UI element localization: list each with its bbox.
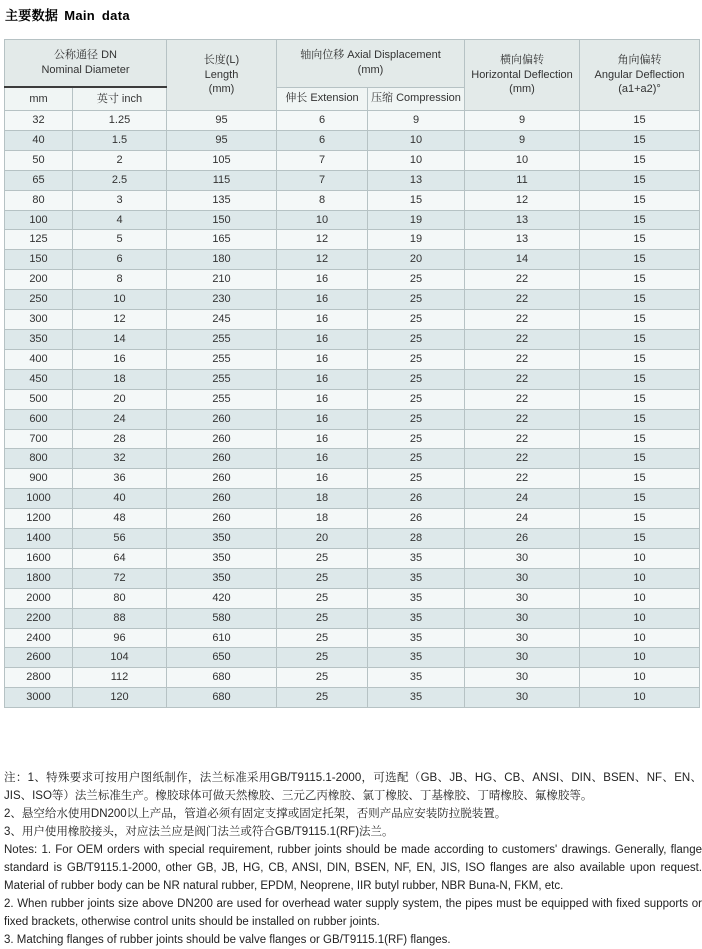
note-zh-1: 注：1、特殊要求可按用户图纸制作，法兰标准采用GB/T9115.1-2000，可选配（GB、JB、HG、CB、ANSI、DIN、BSEN、NF、EN、JIS、ISO等）法兰标准生产。橡胶球体可做天然橡胶、三元乙丙橡胶、氯丁橡胶、丁基橡胶、丁晴橡胶、氟橡胶等。 (4, 772, 702, 803)
table-cell: 1.5 (73, 130, 167, 150)
table-cell: 80 (5, 190, 73, 210)
table-cell: 13 (465, 230, 580, 250)
table-cell: 30 (465, 588, 580, 608)
table-cell: 350 (167, 529, 277, 549)
table-cell: 10 (73, 290, 167, 310)
table-row (5, 130, 700, 150)
table-cell: 300 (5, 310, 73, 330)
table-cell: 24 (465, 489, 580, 509)
table-cell: 350 (167, 568, 277, 588)
col-header-angular-deflection (580, 40, 700, 111)
table-cell: 15 (580, 130, 700, 150)
table-cell: 1000 (5, 489, 73, 509)
table-cell: 680 (167, 688, 277, 708)
table-cell: 7 (277, 150, 368, 170)
table-row (5, 150, 700, 170)
table-row (5, 588, 700, 608)
table-cell: 15 (580, 429, 700, 449)
main-data-table (4, 39, 700, 708)
table-cell: 2400 (5, 628, 73, 648)
col-header-mm: mm (5, 87, 73, 111)
table-cell: 18 (277, 509, 368, 529)
table-cell: 96 (73, 628, 167, 648)
table-cell: 10 (277, 210, 368, 230)
table-cell: 19 (368, 210, 465, 230)
table-cell: 180 (167, 250, 277, 270)
table-body (5, 111, 700, 708)
table-row (5, 349, 700, 369)
table-row (5, 469, 700, 489)
table-cell: 14 (73, 329, 167, 349)
table-cell: 36 (73, 469, 167, 489)
table-cell: 15 (580, 310, 700, 330)
table-row (5, 688, 700, 708)
col-header-inch: 英寸 inch (73, 87, 167, 111)
table-row (5, 369, 700, 389)
table-cell: 1600 (5, 548, 73, 568)
table-cell: 16 (277, 389, 368, 409)
table-cell: 25 (277, 648, 368, 668)
table-cell: 2600 (5, 648, 73, 668)
table-cell: 260 (167, 509, 277, 529)
table-row (5, 628, 700, 648)
table-cell: 15 (580, 190, 700, 210)
table-cell: 8 (277, 190, 368, 210)
table-cell: 35 (368, 688, 465, 708)
table-cell: 16 (277, 369, 368, 389)
note-zh-3: 3、用户使用橡胶接头，对应法兰应是阀门法兰或符合GB/T9115.1(RF)法兰。 (4, 826, 394, 839)
table-cell: 15 (580, 290, 700, 310)
table-row (5, 568, 700, 588)
table-cell: 2 (73, 150, 167, 170)
table-row (5, 489, 700, 509)
table-cell: 10 (580, 668, 700, 688)
table-cell: 4 (73, 210, 167, 230)
col-header-axial-displacement (277, 40, 465, 88)
table-cell: 100 (5, 210, 73, 230)
table-cell: 24 (73, 409, 167, 429)
table-cell: 3000 (5, 688, 73, 708)
table-cell: 15 (580, 111, 700, 131)
table-row (5, 230, 700, 250)
table-cell: 10 (368, 150, 465, 170)
table-cell: 26 (368, 489, 465, 509)
table-cell: 165 (167, 230, 277, 250)
table-row (5, 529, 700, 549)
col-header-horizontal-deflection-zh: 横向偏转 (500, 53, 544, 66)
table-cell: 16 (277, 409, 368, 429)
table-cell: 15 (580, 170, 700, 190)
table-cell: 15 (580, 409, 700, 429)
col-header-nominal-diameter-zh: 公称通径 DN (54, 49, 117, 62)
table-cell: 15 (368, 190, 465, 210)
table-cell: 115 (167, 170, 277, 190)
table-cell: 30 (465, 628, 580, 648)
table-cell: 1.25 (73, 111, 167, 131)
table-row (5, 170, 700, 190)
table-cell: 3 (73, 190, 167, 210)
table-cell: 25 (277, 628, 368, 648)
table-row (5, 290, 700, 310)
table-cell: 1800 (5, 568, 73, 588)
table-row (5, 409, 700, 429)
table-cell: 10 (368, 130, 465, 150)
table-cell: 104 (73, 648, 167, 668)
table-cell: 10 (580, 648, 700, 668)
table-row (5, 190, 700, 210)
table-cell: 150 (167, 210, 277, 230)
table-cell: 450 (5, 369, 73, 389)
note-en-2: 2. When rubber joints size above DN200 are used for overhead water supply system, the pipes must be equipped with fixed supports or fixed brackets, otherwise control units should be installed on rubber joints. (4, 898, 702, 929)
table-row (5, 429, 700, 449)
table-cell: 95 (167, 130, 277, 150)
table-cell: 48 (73, 509, 167, 529)
table-cell: 50 (5, 150, 73, 170)
table-row (5, 509, 700, 529)
table-cell: 30 (465, 608, 580, 628)
table-cell: 15 (580, 349, 700, 369)
table-cell: 20 (73, 389, 167, 409)
note-en-3: 3. Matching flanges of rubber joints should be valve flanges or GB/T9115.1(RF) flanges. (4, 934, 451, 947)
table-cell: 25 (368, 349, 465, 369)
table-cell: 16 (277, 429, 368, 449)
table-cell: 22 (465, 449, 580, 469)
table-cell: 30 (465, 668, 580, 688)
table-cell: 40 (73, 489, 167, 509)
table-cell: 2.5 (73, 170, 167, 190)
table-cell: 260 (167, 489, 277, 509)
table-cell: 150 (5, 250, 73, 270)
table-cell: 13 (465, 210, 580, 230)
table-cell: 20 (277, 529, 368, 549)
table-cell: 350 (167, 548, 277, 568)
table-cell: 28 (73, 429, 167, 449)
page-title (5, 5, 699, 24)
table-cell: 1200 (5, 509, 73, 529)
table-row (5, 668, 700, 688)
table-cell: 25 (277, 668, 368, 688)
table-cell: 2000 (5, 588, 73, 608)
table-cell: 700 (5, 429, 73, 449)
table-cell: 18 (277, 489, 368, 509)
table-cell: 18 (73, 369, 167, 389)
table-cell: 105 (167, 150, 277, 170)
table-cell: 32 (5, 111, 73, 131)
col-header-horizontal-deflection (465, 40, 580, 111)
table-cell: 16 (73, 349, 167, 369)
table-row (5, 210, 700, 230)
table-cell: 22 (465, 290, 580, 310)
table-cell: 420 (167, 588, 277, 608)
table-cell: 25 (368, 310, 465, 330)
table-cell: 22 (465, 310, 580, 330)
col-header-angular-deflection-en: Angular Deflection (594, 68, 685, 81)
table-cell: 260 (167, 429, 277, 449)
table-cell: 25 (368, 409, 465, 429)
table-cell: 40 (5, 130, 73, 150)
table-cell: 255 (167, 329, 277, 349)
table-cell: 56 (73, 529, 167, 549)
table-cell: 15 (580, 389, 700, 409)
col-header-nominal-diameter (5, 40, 167, 88)
table-cell: 35 (368, 568, 465, 588)
table-cell: 30 (465, 548, 580, 568)
table-cell: 680 (167, 668, 277, 688)
table-cell: 12 (465, 190, 580, 210)
col-header-length-unit: (mm) (208, 83, 235, 96)
table-cell: 6 (277, 130, 368, 150)
table-cell: 2800 (5, 668, 73, 688)
table-cell: 25 (368, 389, 465, 409)
table-cell: 2200 (5, 608, 73, 628)
table-cell: 12 (73, 310, 167, 330)
table-cell: 12 (277, 230, 368, 250)
col-header-length (167, 40, 277, 111)
table-cell: 9 (368, 111, 465, 131)
table-row (5, 648, 700, 668)
table-row (5, 449, 700, 469)
table-cell: 35 (368, 648, 465, 668)
table-cell: 35 (368, 628, 465, 648)
table-cell: 22 (465, 329, 580, 349)
table-cell: 25 (277, 548, 368, 568)
table-cell: 26 (465, 529, 580, 549)
table-row (5, 548, 700, 568)
table-cell: 16 (277, 329, 368, 349)
table-cell: 72 (73, 568, 167, 588)
table-cell: 120 (73, 688, 167, 708)
table-cell: 245 (167, 310, 277, 330)
table-cell: 9 (465, 130, 580, 150)
table-cell: 16 (277, 449, 368, 469)
table-cell: 10 (580, 568, 700, 588)
table-cell: 14 (465, 250, 580, 270)
table-cell: 200 (5, 270, 73, 290)
table-cell: 30 (465, 568, 580, 588)
table-cell: 32 (73, 449, 167, 469)
col-header-axial-displacement-unit: (mm) (357, 64, 384, 77)
table-cell: 22 (465, 369, 580, 389)
table-cell: 22 (465, 270, 580, 290)
table-cell: 7 (277, 170, 368, 190)
page-title-zh: 主要数据 (5, 8, 59, 23)
table-cell: 15 (580, 250, 700, 270)
col-header-nominal-diameter-en: Nominal Diameter (41, 64, 130, 76)
table-cell: 10 (580, 628, 700, 648)
table-cell: 16 (277, 469, 368, 489)
table-cell: 15 (580, 210, 700, 230)
table-cell: 13 (368, 170, 465, 190)
table-cell: 230 (167, 290, 277, 310)
table-cell: 22 (465, 349, 580, 369)
table-cell: 15 (580, 369, 700, 389)
table-cell: 25 (277, 608, 368, 628)
table-row (5, 111, 700, 131)
table-cell: 5 (73, 230, 167, 250)
table-cell: 6 (277, 111, 368, 131)
table-cell: 25 (277, 688, 368, 708)
table-cell: 16 (277, 270, 368, 290)
table-cell: 255 (167, 349, 277, 369)
table-cell: 125 (5, 230, 73, 250)
table-cell: 15 (580, 489, 700, 509)
table-row (5, 270, 700, 290)
table-cell: 30 (465, 648, 580, 668)
table-cell: 25 (368, 449, 465, 469)
table-cell: 26 (368, 509, 465, 529)
table-cell: 35 (368, 668, 465, 688)
table-row (5, 389, 700, 409)
table-cell: 800 (5, 449, 73, 469)
table-cell: 580 (167, 608, 277, 628)
table-cell: 11 (465, 170, 580, 190)
table-cell: 15 (580, 270, 700, 290)
table-header (5, 40, 700, 111)
table-cell: 255 (167, 369, 277, 389)
table-cell: 16 (277, 310, 368, 330)
note-en-1: Notes: 1. For OEM orders with special requirement, rubber joints should be made according to customers' drawings. Generally, flange standard is GB/T9115.1-2000, other GB, JB, HG, CB, ANSI, DIN, BSEN, NF, EN, JIS, ISO flanges are also available upon request. Material of rubber body can be NR natural rubber, EPDM, Neoprene, IIR butyl rubber, NBR Buna-N, FKM, etc. (4, 844, 702, 893)
table-cell: 35 (368, 608, 465, 628)
table-cell: 16 (277, 349, 368, 369)
table-cell: 10 (580, 588, 700, 608)
table-cell: 22 (465, 429, 580, 449)
col-header-compression: 压缩 Compression (368, 87, 465, 111)
table-cell: 28 (368, 529, 465, 549)
table-row (5, 608, 700, 628)
table-cell: 35 (368, 588, 465, 608)
table-cell: 88 (73, 608, 167, 628)
table-cell: 400 (5, 349, 73, 369)
table-cell: 10 (580, 608, 700, 628)
table-cell: 600 (5, 409, 73, 429)
table-cell: 15 (580, 150, 700, 170)
table-cell: 25 (277, 568, 368, 588)
table-cell: 80 (73, 588, 167, 608)
table-cell: 6 (73, 250, 167, 270)
table-cell: 9 (465, 111, 580, 131)
table-cell: 15 (580, 469, 700, 489)
table-cell: 24 (465, 509, 580, 529)
col-header-length-zh: 长度(L) (203, 53, 240, 66)
col-header-horizontal-deflection-en: Horizontal Deflection (471, 68, 573, 81)
table-cell: 95 (167, 111, 277, 131)
note-zh-2: 2、悬空给水使用DN200以上产品，管道必须有固定支撑或固定托架，否则产品应安装防拉脱装置。 (4, 808, 507, 821)
table-cell: 112 (73, 668, 167, 688)
table-cell: 25 (368, 369, 465, 389)
table-cell: 25 (368, 429, 465, 449)
table-cell: 255 (167, 389, 277, 409)
table-cell: 900 (5, 469, 73, 489)
table-cell: 25 (368, 290, 465, 310)
table-cell: 64 (73, 548, 167, 568)
table-cell: 10 (580, 548, 700, 568)
table-cell: 22 (465, 469, 580, 489)
col-header-angular-deflection-unit: (a1+a2)° (618, 83, 661, 96)
table-cell: 15 (580, 449, 700, 469)
table-cell: 25 (368, 329, 465, 349)
table-cell: 650 (167, 648, 277, 668)
table-cell: 260 (167, 469, 277, 489)
table-cell: 22 (465, 389, 580, 409)
table-row (5, 329, 700, 349)
table-cell: 16 (277, 290, 368, 310)
table-cell: 210 (167, 270, 277, 290)
table-cell: 25 (277, 588, 368, 608)
table-cell: 10 (465, 150, 580, 170)
table-cell: 35 (368, 548, 465, 568)
table-cell: 610 (167, 628, 277, 648)
col-header-horizontal-deflection-unit: (mm) (509, 83, 535, 96)
table-cell: 135 (167, 190, 277, 210)
col-header-extension: 伸长 Extension (277, 87, 368, 111)
table-cell: 8 (73, 270, 167, 290)
table-cell: 19 (368, 230, 465, 250)
notes-section (4, 769, 702, 949)
table-cell: 260 (167, 409, 277, 429)
page-title-en: Main data (64, 8, 130, 23)
table-cell: 25 (368, 469, 465, 489)
table-cell: 65 (5, 170, 73, 190)
table-row (5, 250, 700, 270)
table-cell: 250 (5, 290, 73, 310)
header-group-row (5, 40, 700, 88)
table-cell: 1400 (5, 529, 73, 549)
table-cell: 25 (368, 270, 465, 290)
table-cell: 12 (277, 250, 368, 270)
table-cell: 10 (580, 688, 700, 708)
table-cell: 20 (368, 250, 465, 270)
col-header-length-en: Length (204, 68, 239, 81)
table-cell: 22 (465, 409, 580, 429)
table-cell: 350 (5, 329, 73, 349)
table-cell: 260 (167, 449, 277, 469)
col-header-axial-displacement-title: 轴向位移 Axial Displacement (300, 49, 441, 62)
table-cell: 15 (580, 529, 700, 549)
table-cell: 30 (465, 688, 580, 708)
table-cell: 500 (5, 389, 73, 409)
table-cell: 15 (580, 329, 700, 349)
col-header-angular-deflection-zh: 角向偏转 (617, 53, 662, 66)
table-cell: 15 (580, 230, 700, 250)
table-cell: 15 (580, 509, 700, 529)
table-row (5, 310, 700, 330)
